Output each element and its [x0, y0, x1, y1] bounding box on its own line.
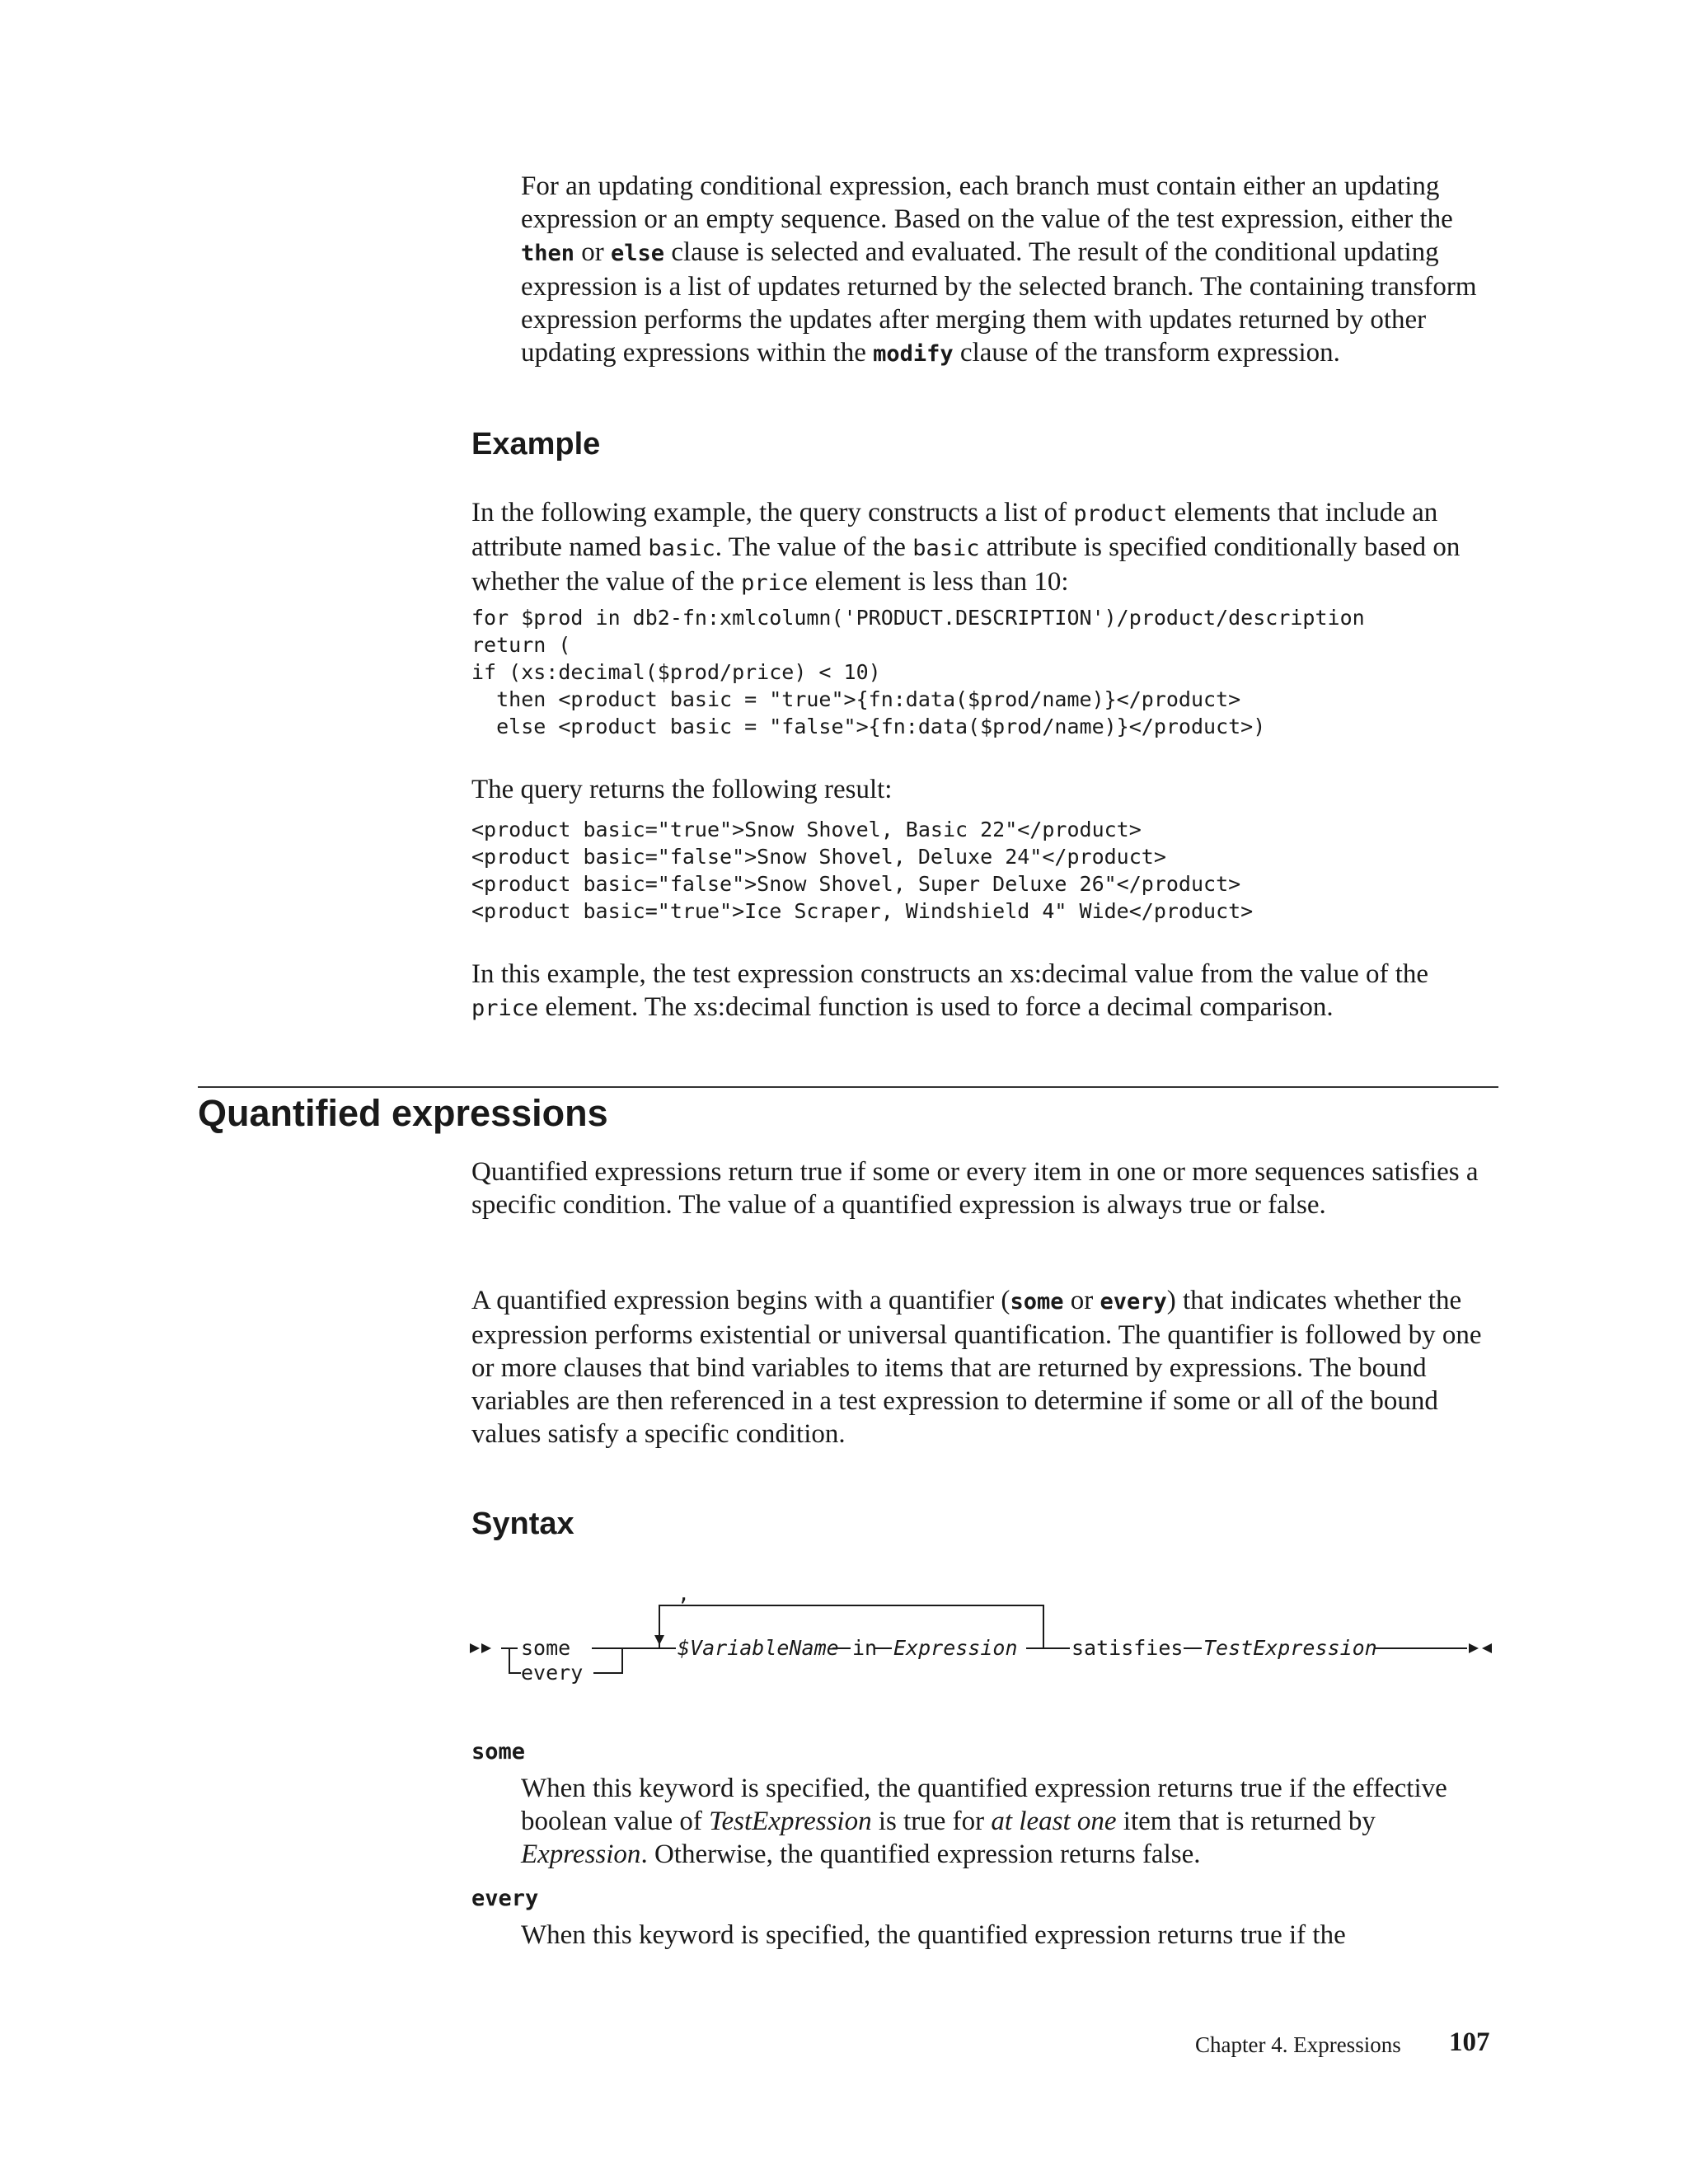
code-line: else <product basic = "false">{fn:data($prod/name)}</product>) [471, 715, 1266, 738]
end-arrow-icon [1482, 1643, 1492, 1653]
code-price-2: price [471, 996, 539, 1021]
example-text-3: . The value of the [715, 532, 913, 562]
example-text-5: element is less than 10: [808, 567, 1069, 597]
end-arrow-icon [1469, 1643, 1479, 1653]
footer-chapter: Chapter 4. Expressions [1195, 2032, 1401, 2057]
diagram-branch [509, 1648, 521, 1673]
keyword-else: else [611, 241, 665, 266]
code-basic-2: basic [912, 536, 980, 561]
code-product: product [1073, 501, 1168, 527]
intro-text-4: clause of the transform expression. [953, 338, 1340, 368]
section-divider [198, 1086, 1498, 1088]
every-def-text-1: When this keyword is specified, the quantified expression returns true if the [521, 1920, 1346, 1950]
keyword-then: then [521, 241, 575, 266]
quantified-text-2: or [1063, 1286, 1100, 1315]
code-line: if (xs:decimal($prod/price) < 10) [471, 660, 881, 684]
intro-text-3: clause is selected and evaluated. The result of the conditional updating expression is a list of updates returned by the selected branch. The containing transform expression performs the updates after merging them with updates returned by other updating expressions within the [521, 237, 1477, 368]
syntax-heading: Syntax [471, 1507, 574, 1541]
some-def-text-2: is true for [871, 1807, 992, 1836]
some-def-em-2: at least one [991, 1807, 1117, 1836]
explanation-text-2: element. The xs:decimal function is used to force a decimal comparison. [538, 992, 1334, 1022]
some-def-em-1: TestExpression [709, 1807, 872, 1836]
page-number: 107 [1449, 2027, 1490, 2057]
syntax-in: in [852, 1636, 878, 1660]
section-heading-quantified: Quantified expressions [198, 1092, 608, 1134]
example-text-2: elements that include an attribute named [471, 498, 1438, 562]
some-def-em-3: Expression [521, 1840, 641, 1869]
code-basic: basic [648, 536, 715, 561]
result-intro: The query returns the following result: [471, 775, 893, 804]
some-def-text-4: . Otherwise, the quantified expression returns false. [640, 1840, 1201, 1869]
example-explanation [471, 958, 1477, 1025]
term-some: some [471, 1739, 526, 1765]
syntax-diagram [470, 1582, 1500, 1698]
intro-paragraph [521, 170, 1493, 371]
code-line: then <product basic = "true">{fn:data($prod/name)}</product> [471, 687, 1241, 711]
code-price: price [741, 570, 809, 596]
loop-arrow-down-icon [654, 1635, 664, 1645]
result-line: <product basic="true">Ice Scraper, Windshield 4" Wide</product> [471, 899, 1254, 923]
syntax-satisfies: satisfies [1071, 1636, 1184, 1660]
example-text-4: attribute is specified conditionally based on whether the value of the [471, 532, 1461, 597]
start-arrow-icon [481, 1643, 491, 1653]
example-paragraph [471, 496, 1493, 600]
result-line: <product basic="false">Snow Shovel, Deluxe 24"</product> [471, 845, 1166, 869]
explanation-text-1: In this example, the test expression constructs an xs:decimal value from the value of the [471, 959, 1429, 989]
some-def-text-1: When this keyword is specified, the quantified expression returns true if the effective boolean value of [521, 1774, 1447, 1836]
diagram-branch [593, 1648, 622, 1673]
syntax-every: every [521, 1661, 584, 1685]
syntax-expression: Expression [893, 1636, 1018, 1660]
example-heading: Example [471, 427, 601, 462]
intro-text-1: For an updating conditional expression, each branch must contain either an updating expression or an empty sequence. Based on the value of the test expression, either the [521, 171, 1453, 234]
term-every-definition [521, 1919, 1493, 1952]
result-code-block [471, 816, 1253, 925]
example-code-block [471, 604, 1365, 740]
syntax-comma: , [678, 1582, 691, 1605]
syntax-some: some [521, 1636, 571, 1660]
quantified-text-1: A quantified expression begins with a quantifier ( [471, 1286, 1010, 1315]
term-some-definition [521, 1772, 1493, 1871]
quantified-text-3: ) that indicates whether the expression performs existential or universal quantification. The quantifier is followed by one or more clauses that bind variables to items that are returned by expressions. The bound variables are then referenced in a test expression to determine if some or all of the bound values satisfy a specific condition. [471, 1286, 1482, 1449]
result-line: <product basic="true">Snow Shovel, Basic 22"</product> [471, 818, 1142, 841]
code-line: for $prod in db2-fn:xmlcolumn('PRODUCT.DESCRIPTION')/product/description [471, 606, 1365, 630]
keyword-modify: modify [873, 341, 954, 367]
example-text-1: In the following example, the query constructs a list of [471, 498, 1074, 527]
quantified-paragraph-1: Quantified expressions return true if some or every item in one or more sequences satisfies a specific condition. The value of a quantified expression is always true or false. [471, 1157, 1479, 1220]
some-def-text-3: item that is returned by [1116, 1807, 1376, 1836]
term-every: every [471, 1886, 539, 1911]
syntax-variable-name: $VariableName [678, 1636, 839, 1660]
quantified-paragraph-2 [471, 1284, 1493, 1451]
result-line: <product basic="false">Snow Shovel, Super Deluxe 26"</product> [471, 872, 1241, 896]
syntax-test-expression: TestExpression [1203, 1636, 1377, 1660]
intro-text-2: or [574, 237, 612, 267]
code-line: return ( [471, 633, 571, 657]
start-arrow-icon [470, 1643, 480, 1653]
keyword-some: some [1010, 1289, 1064, 1315]
keyword-every: every [1100, 1289, 1167, 1315]
